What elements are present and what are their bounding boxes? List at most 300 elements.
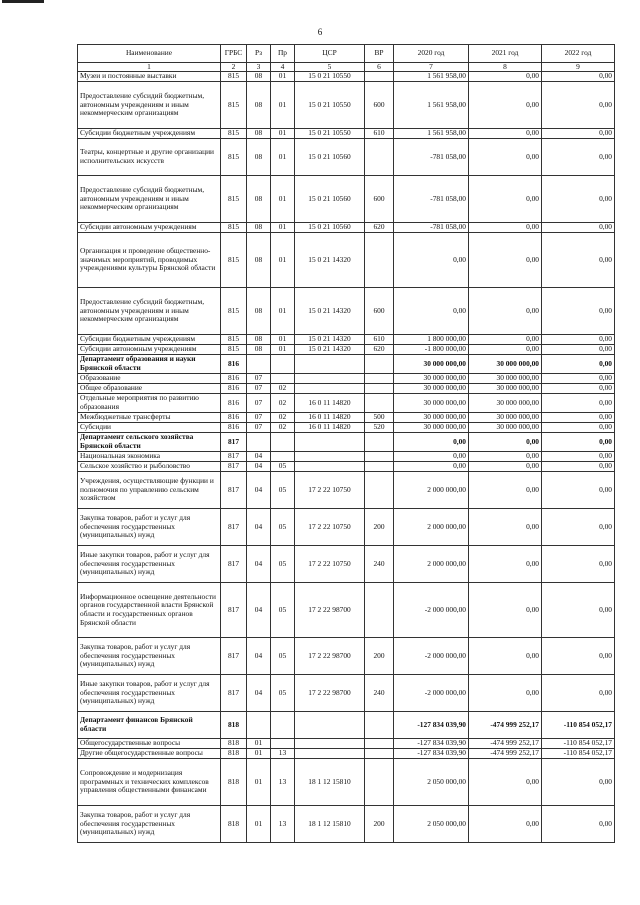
- cell-y2020: 30 000 000,00: [394, 384, 469, 394]
- cell-y2022: 0,00: [542, 509, 615, 546]
- cell-rz: 07: [247, 374, 271, 384]
- cell-rz: 08: [247, 233, 271, 288]
- cell-y2020: -2 000 000,00: [394, 583, 469, 638]
- cell-pr: 01: [271, 129, 295, 139]
- cell-y2022: 0,00: [542, 176, 615, 223]
- cell-vr: [365, 749, 394, 759]
- cell-y2020: 1 561 958,00: [394, 82, 469, 129]
- cell-csr: 17 2 22 98700: [295, 583, 365, 638]
- cell-pr: 02: [271, 394, 295, 413]
- cell-y2022: 0,00: [542, 759, 615, 806]
- cell-y2022: 0,00: [542, 223, 615, 233]
- cell-name: Сельское хозяйство и рыболовство: [78, 462, 221, 472]
- cell-name: Субсидии автономным учреждениям: [78, 345, 221, 355]
- cell-y2021: 0,00: [469, 72, 542, 82]
- cell-pr: [271, 355, 295, 374]
- cell-rz: 07: [247, 394, 271, 413]
- cell-y2022: 0,00: [542, 675, 615, 712]
- table-row: [78, 345, 615, 355]
- cell-csr: 17 2 22 10750: [295, 546, 365, 583]
- cell-grbs: 818: [221, 739, 247, 749]
- cell-y2021: 0,00: [469, 129, 542, 139]
- cell-pr: 13: [271, 759, 295, 806]
- cell-y2020: 2 000 000,00: [394, 472, 469, 509]
- cell-vr: 200: [365, 638, 394, 675]
- cell-vr: [365, 452, 394, 462]
- header-pr: Пр: [271, 45, 295, 63]
- cell-grbs: 815: [221, 288, 247, 335]
- cell-pr: 01: [271, 72, 295, 82]
- header-row: [78, 45, 615, 63]
- column-number: 2: [221, 63, 247, 72]
- cell-grbs: 817: [221, 509, 247, 546]
- cell-rz: 04: [247, 638, 271, 675]
- cell-rz: 07: [247, 413, 271, 423]
- table-row: [78, 82, 615, 129]
- cell-y2021: 0,00: [469, 335, 542, 345]
- cell-y2021: 30 000 000,00: [469, 394, 542, 413]
- cell-vr: [365, 472, 394, 509]
- cell-grbs: 816: [221, 394, 247, 413]
- cell-csr: [295, 355, 365, 374]
- cell-csr: 15 0 21 14320: [295, 345, 365, 355]
- cell-y2020: 0,00: [394, 452, 469, 462]
- column-number: 1: [78, 63, 221, 72]
- cell-grbs: 815: [221, 72, 247, 82]
- cell-vr: [365, 462, 394, 472]
- cell-y2021: -474 999 252,17: [469, 739, 542, 749]
- cell-rz: 04: [247, 675, 271, 712]
- cell-rz: 04: [247, 583, 271, 638]
- cell-name: Закупка товаров, работ и услуг для обеспечения государственных (муниципальных) нужд: [78, 806, 221, 843]
- cell-y2020: -1 800 000,00: [394, 345, 469, 355]
- cell-y2020: 30 000 000,00: [394, 355, 469, 374]
- cell-csr: [295, 374, 365, 384]
- column-number: 3: [247, 63, 271, 72]
- cell-name: Субсидии: [78, 423, 221, 433]
- column-number: 7: [394, 63, 469, 72]
- cell-y2021: 0,00: [469, 472, 542, 509]
- column-number: 5: [295, 63, 365, 72]
- cell-name: Закупка товаров, работ и услуг для обеспечения государственных (муниципальных) нужд: [78, 638, 221, 675]
- table-row: [78, 374, 615, 384]
- table-row: [78, 638, 615, 675]
- cell-rz: 01: [247, 739, 271, 749]
- cell-name: Предоставление субсидий бюджетным, автономным учреждениям и иным некоммерческим организациям: [78, 82, 221, 129]
- cell-vr: [365, 712, 394, 739]
- table-row: [78, 233, 615, 288]
- cell-vr: 620: [365, 223, 394, 233]
- cell-name: Организация и проведение общественно-значимых мероприятий, проводимых учреждениями культуры Брянской области: [78, 233, 221, 288]
- cell-y2021: 0,00: [469, 638, 542, 675]
- cell-y2021: 0,00: [469, 806, 542, 843]
- cell-pr: 05: [271, 675, 295, 712]
- cell-y2021: -474 999 252,17: [469, 749, 542, 759]
- cell-rz: [247, 433, 271, 452]
- cell-y2022: 0,00: [542, 129, 615, 139]
- cell-vr: 240: [365, 675, 394, 712]
- cell-grbs: 817: [221, 452, 247, 462]
- cell-grbs: 815: [221, 139, 247, 176]
- cell-csr: 16 0 11 14820: [295, 394, 365, 413]
- cell-y2022: 0,00: [542, 335, 615, 345]
- cell-y2022: 0,00: [542, 433, 615, 452]
- cell-rz: 08: [247, 139, 271, 176]
- cell-rz: 08: [247, 82, 271, 129]
- table-row: [78, 176, 615, 223]
- cell-name: Департамент сельского хозяйства Брянской области: [78, 433, 221, 452]
- cell-name: Департамент образования и науки Брянской области: [78, 355, 221, 374]
- cell-rz: 01: [247, 759, 271, 806]
- cell-y2021: 0,00: [469, 509, 542, 546]
- header-2021: 2021 год: [469, 45, 542, 63]
- cell-pr: 13: [271, 749, 295, 759]
- cell-grbs: 816: [221, 384, 247, 394]
- cell-y2022: 0,00: [542, 288, 615, 335]
- cell-grbs: 818: [221, 749, 247, 759]
- cell-y2022: 0,00: [542, 345, 615, 355]
- cell-grbs: 817: [221, 546, 247, 583]
- cell-rz: 08: [247, 72, 271, 82]
- cell-y2021: 0,00: [469, 176, 542, 223]
- cell-y2022: 0,00: [542, 806, 615, 843]
- cell-name: Другие общегосударственные вопросы: [78, 749, 221, 759]
- cell-y2021: 30 000 000,00: [469, 384, 542, 394]
- cell-name: Предоставление субсидий бюджетным, автономным учреждениям и иным некоммерческим организациям: [78, 288, 221, 335]
- cell-grbs: 817: [221, 433, 247, 452]
- cell-name: Информационное освещение деятельности органов государственной власти Брянской области и государственных органов Брянской области: [78, 583, 221, 638]
- cell-grbs: 815: [221, 345, 247, 355]
- table-row: [78, 394, 615, 413]
- top-edge-mark: [2, 0, 44, 3]
- cell-y2022: 0,00: [542, 355, 615, 374]
- cell-pr: 01: [271, 223, 295, 233]
- header-2020: 2020 год: [394, 45, 469, 63]
- cell-name: Отдельные мероприятия по развитию образования: [78, 394, 221, 413]
- cell-vr: 520: [365, 423, 394, 433]
- cell-y2020: -781 058,00: [394, 139, 469, 176]
- cell-pr: [271, 452, 295, 462]
- table-row: [78, 452, 615, 462]
- cell-y2021: -474 999 252,17: [469, 712, 542, 739]
- cell-y2022: 0,00: [542, 233, 615, 288]
- cell-y2021: 30 000 000,00: [469, 423, 542, 433]
- table-row: [78, 806, 615, 843]
- table-row: [78, 433, 615, 452]
- table-row: [78, 355, 615, 374]
- cell-y2020: 1 800 000,00: [394, 335, 469, 345]
- cell-vr: [365, 583, 394, 638]
- cell-csr: 15 0 21 10560: [295, 223, 365, 233]
- column-number: 6: [365, 63, 394, 72]
- column-number: 8: [469, 63, 542, 72]
- cell-y2020: 2 000 000,00: [394, 509, 469, 546]
- cell-rz: [247, 712, 271, 739]
- cell-csr: 15 0 21 10560: [295, 139, 365, 176]
- table-row: [78, 423, 615, 433]
- table-row: [78, 749, 615, 759]
- cell-y2022: -110 854 052,17: [542, 712, 615, 739]
- cell-vr: [365, 384, 394, 394]
- cell-y2020: -127 834 039,90: [394, 739, 469, 749]
- cell-rz: 08: [247, 335, 271, 345]
- cell-csr: 15 0 21 14320: [295, 335, 365, 345]
- cell-vr: 240: [365, 546, 394, 583]
- cell-csr: 15 0 21 10550: [295, 129, 365, 139]
- cell-vr: [365, 139, 394, 176]
- cell-rz: 08: [247, 223, 271, 233]
- header-2022: 2022 год: [542, 45, 615, 63]
- cell-csr: [295, 462, 365, 472]
- cell-pr: 01: [271, 345, 295, 355]
- table-row: [78, 223, 615, 233]
- cell-grbs: 817: [221, 472, 247, 509]
- cell-y2021: 0,00: [469, 546, 542, 583]
- column-number-row: [78, 63, 615, 72]
- cell-grbs: 817: [221, 583, 247, 638]
- cell-vr: 600: [365, 288, 394, 335]
- cell-csr: 18 1 12 15810: [295, 806, 365, 843]
- cell-name: Музеи и постоянные выставки: [78, 72, 221, 82]
- cell-y2021: 0,00: [469, 139, 542, 176]
- table-row: [78, 546, 615, 583]
- cell-name: Субсидии автономным учреждениям: [78, 223, 221, 233]
- cell-y2022: 0,00: [542, 72, 615, 82]
- budget-table: [77, 44, 615, 843]
- cell-csr: [295, 712, 365, 739]
- cell-y2022: 0,00: [542, 384, 615, 394]
- cell-csr: [295, 739, 365, 749]
- cell-grbs: 817: [221, 462, 247, 472]
- cell-grbs: 818: [221, 806, 247, 843]
- cell-pr: 05: [271, 462, 295, 472]
- cell-y2022: 0,00: [542, 394, 615, 413]
- cell-y2022: 0,00: [542, 82, 615, 129]
- cell-name: Национальная экономика: [78, 452, 221, 462]
- cell-pr: 05: [271, 583, 295, 638]
- cell-csr: 15 0 21 10560: [295, 176, 365, 223]
- header-grbs: ГРБС: [221, 45, 247, 63]
- cell-csr: 15 0 21 10550: [295, 82, 365, 129]
- cell-csr: 15 0 21 14320: [295, 233, 365, 288]
- cell-grbs: 815: [221, 233, 247, 288]
- cell-y2022: -110 854 052,17: [542, 739, 615, 749]
- cell-pr: 05: [271, 638, 295, 675]
- table-row: [78, 335, 615, 345]
- table-row: [78, 72, 615, 82]
- cell-y2020: -2 000 000,00: [394, 638, 469, 675]
- cell-pr: 02: [271, 413, 295, 423]
- cell-rz: 08: [247, 176, 271, 223]
- cell-y2021: 0,00: [469, 759, 542, 806]
- cell-y2022: 0,00: [542, 423, 615, 433]
- cell-y2022: 0,00: [542, 546, 615, 583]
- cell-grbs: 817: [221, 638, 247, 675]
- column-number: 4: [271, 63, 295, 72]
- cell-grbs: 818: [221, 712, 247, 739]
- cell-y2022: 0,00: [542, 462, 615, 472]
- table-row: [78, 129, 615, 139]
- cell-y2021: 30 000 000,00: [469, 374, 542, 384]
- cell-y2020: -2 000 000,00: [394, 675, 469, 712]
- cell-name: Субсидии бюджетным учреждениям: [78, 335, 221, 345]
- cell-pr: 01: [271, 176, 295, 223]
- cell-y2020: 30 000 000,00: [394, 423, 469, 433]
- cell-name: Иные закупки товаров, работ и услуг для обеспечения государственных (муниципальных) нужд: [78, 546, 221, 583]
- cell-rz: 08: [247, 129, 271, 139]
- cell-name: Закупка товаров, работ и услуг для обеспечения государственных (муниципальных) нужд: [78, 509, 221, 546]
- cell-vr: 200: [365, 509, 394, 546]
- cell-rz: 08: [247, 288, 271, 335]
- header-vr: ВР: [365, 45, 394, 63]
- cell-y2021: 30 000 000,00: [469, 355, 542, 374]
- cell-pr: 01: [271, 139, 295, 176]
- cell-vr: 620: [365, 345, 394, 355]
- cell-y2021: 0,00: [469, 462, 542, 472]
- cell-csr: 18 1 12 15810: [295, 759, 365, 806]
- cell-pr: 01: [271, 233, 295, 288]
- cell-pr: [271, 712, 295, 739]
- cell-pr: 13: [271, 806, 295, 843]
- cell-rz: 04: [247, 546, 271, 583]
- table-row: [78, 462, 615, 472]
- cell-csr: 17 2 22 98700: [295, 638, 365, 675]
- table-row: [78, 509, 615, 546]
- cell-y2021: 0,00: [469, 452, 542, 462]
- cell-y2022: -110 854 052,17: [542, 749, 615, 759]
- cell-name: Иные закупки товаров, работ и услуг для обеспечения государственных (муниципальных) нужд: [78, 675, 221, 712]
- cell-pr: 05: [271, 509, 295, 546]
- cell-vr: 610: [365, 129, 394, 139]
- cell-csr: 17 2 22 10750: [295, 472, 365, 509]
- cell-name: Сопровождение и модернизация программных и технических комплексов управления общественными финансами: [78, 759, 221, 806]
- cell-pr: [271, 739, 295, 749]
- cell-name: Театры, концертные и другие организации исполнительских искусств: [78, 139, 221, 176]
- cell-rz: 04: [247, 472, 271, 509]
- cell-vr: 500: [365, 413, 394, 423]
- cell-name: Учреждения, осуществляющие функции и полномочия по управлению сельским хозяйством: [78, 472, 221, 509]
- cell-vr: [365, 394, 394, 413]
- cell-pr: 01: [271, 82, 295, 129]
- cell-csr: [295, 433, 365, 452]
- cell-name: Общегосударственные вопросы: [78, 739, 221, 749]
- cell-y2020: 30 000 000,00: [394, 374, 469, 384]
- cell-y2020: 0,00: [394, 462, 469, 472]
- cell-grbs: 815: [221, 176, 247, 223]
- cell-vr: 600: [365, 82, 394, 129]
- cell-csr: [295, 384, 365, 394]
- cell-name: Образование: [78, 374, 221, 384]
- header-rz: Рз: [247, 45, 271, 63]
- header-csr: ЦСР: [295, 45, 365, 63]
- cell-y2020: 1 561 958,00: [394, 129, 469, 139]
- cell-y2021: 0,00: [469, 675, 542, 712]
- cell-rz: 04: [247, 509, 271, 546]
- header-name: Наименование: [78, 45, 221, 63]
- table-row: [78, 759, 615, 806]
- cell-pr: 05: [271, 472, 295, 509]
- cell-name: Субсидии бюджетным учреждениям: [78, 129, 221, 139]
- cell-name: Предоставление субсидий бюджетным, автономным учреждениям и иным некоммерческим организациям: [78, 176, 221, 223]
- cell-vr: [365, 739, 394, 749]
- cell-y2021: 0,00: [469, 288, 542, 335]
- cell-name: Департамент финансов Брянской области: [78, 712, 221, 739]
- table-row: [78, 712, 615, 739]
- table-row: [78, 472, 615, 509]
- cell-vr: [365, 374, 394, 384]
- cell-grbs: 815: [221, 335, 247, 345]
- cell-y2020: 0,00: [394, 433, 469, 452]
- cell-csr: 15 0 21 10550: [295, 72, 365, 82]
- cell-grbs: 818: [221, 759, 247, 806]
- table-row: [78, 384, 615, 394]
- cell-csr: 15 0 21 14320: [295, 288, 365, 335]
- table-row: [78, 139, 615, 176]
- cell-y2022: 0,00: [542, 139, 615, 176]
- cell-grbs: 816: [221, 355, 247, 374]
- cell-grbs: 816: [221, 423, 247, 433]
- cell-y2021: 0,00: [469, 233, 542, 288]
- cell-vr: 600: [365, 176, 394, 223]
- cell-y2022: 0,00: [542, 583, 615, 638]
- table-row: [78, 583, 615, 638]
- cell-pr: [271, 433, 295, 452]
- cell-y2020: -781 058,00: [394, 176, 469, 223]
- cell-y2020: 30 000 000,00: [394, 394, 469, 413]
- cell-rz: 08: [247, 345, 271, 355]
- cell-y2021: 0,00: [469, 583, 542, 638]
- cell-y2022: 0,00: [542, 413, 615, 423]
- cell-pr: 02: [271, 384, 295, 394]
- cell-rz: 07: [247, 384, 271, 394]
- cell-pr: [271, 374, 295, 384]
- column-number: 9: [542, 63, 615, 72]
- cell-rz: 07: [247, 423, 271, 433]
- cell-y2020: 30 000 000,00: [394, 413, 469, 423]
- cell-grbs: 815: [221, 82, 247, 129]
- cell-y2020: 2 000 000,00: [394, 546, 469, 583]
- cell-y2020: 0,00: [394, 233, 469, 288]
- cell-y2020: -127 834 039,90: [394, 749, 469, 759]
- cell-y2020: 2 050 000,00: [394, 806, 469, 843]
- cell-y2020: 0,00: [394, 288, 469, 335]
- cell-vr: 200: [365, 806, 394, 843]
- cell-y2021: 0,00: [469, 345, 542, 355]
- cell-csr: [295, 452, 365, 462]
- cell-y2020: 2 050 000,00: [394, 759, 469, 806]
- cell-grbs: 816: [221, 374, 247, 384]
- cell-y2022: 0,00: [542, 472, 615, 509]
- cell-y2020: -127 834 039,90: [394, 712, 469, 739]
- cell-vr: [365, 759, 394, 806]
- cell-vr: [365, 233, 394, 288]
- table-row: [78, 675, 615, 712]
- cell-vr: [365, 355, 394, 374]
- cell-y2022: 0,00: [542, 638, 615, 675]
- cell-pr: 02: [271, 423, 295, 433]
- cell-vr: [365, 433, 394, 452]
- cell-csr: [295, 749, 365, 759]
- cell-y2021: 0,00: [469, 223, 542, 233]
- cell-csr: 16 0 11 14820: [295, 423, 365, 433]
- cell-name: Межбюджетные трансферты: [78, 413, 221, 423]
- cell-pr: 01: [271, 288, 295, 335]
- cell-pr: 05: [271, 546, 295, 583]
- cell-rz: 01: [247, 749, 271, 759]
- cell-y2022: 0,00: [542, 452, 615, 462]
- cell-y2021: 0,00: [469, 433, 542, 452]
- cell-rz: 04: [247, 462, 271, 472]
